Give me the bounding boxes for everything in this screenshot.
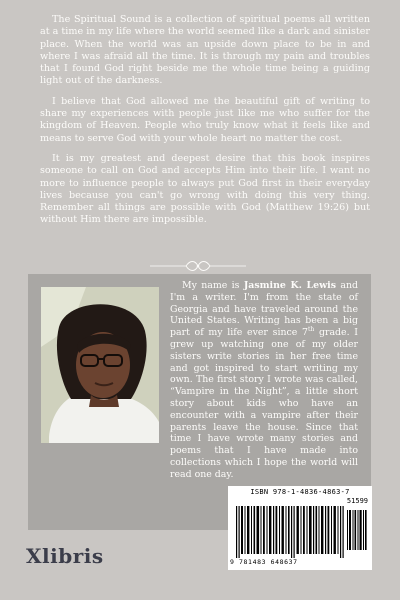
isbn-label: ISBN 978-1-4836-4863-7 (250, 488, 350, 496)
bio-lead: My name is (182, 280, 244, 291)
bio-paragraph (170, 280, 358, 481)
description-paragraph: The Spiritual Sound is a collection of spiritual poems all written at a time in my life where the world seemed like a dark and sinister place. When the world was an upside down place to be in and where I was afraid all the time. It is through my pain and troubles that I found God right beside me the whole time being a guiding light out of the darkness. (40, 14, 370, 87)
author-portrait-icon (41, 287, 159, 443)
isbn-barcode (228, 486, 372, 570)
bio-text-part1: and I'm a writer. I'm from the state of Georgia and have traveled around the United States. Writing has been a big part of my life ever since 7 (170, 280, 358, 339)
bio-text-part2: grade. I grew up watching one of my older sisters write stories in her free time and got inspired to start writing my own. The first story I wrote was called, “Vampire in the Night”, a little short story about kids who have an encounter with a vampire after their parents leave the house. Since that time I have wrote many stories and poems that I have made into collections which I hope the world will read one day. (170, 327, 358, 480)
book-description (40, 14, 370, 235)
ordinal-suffix: th (307, 326, 315, 334)
ean-digits: 9 781483 648637 (230, 558, 298, 566)
author-name: Jasmine K. Lewis (243, 280, 337, 291)
price-code: 51599 (346, 497, 368, 505)
description-paragraph: It is my greatest and deepest desire that this book inspires someone to call on God and accepts Him into their life. I want no more to influence people to always put God first in their everyday lives because you can't go wrong with doing this very thing. Remember all things are possible with God (Matthew 19:26) but without Him there are impossible. (40, 152, 370, 226)
description-paragraph: I believe that God allowed me the beautiful gift of writing to share my experiences with people just like me who suffer for the kingdom of Heaven. People who truly know what it feels like and means to serve God with your whole heart no matter the cost. (40, 95, 370, 144)
publisher-logo: Xlibris (26, 544, 104, 568)
author-bio (170, 280, 358, 481)
barcode-bars-icon (232, 506, 368, 558)
flourish-divider-icon (148, 258, 248, 274)
author-photo (41, 287, 159, 443)
